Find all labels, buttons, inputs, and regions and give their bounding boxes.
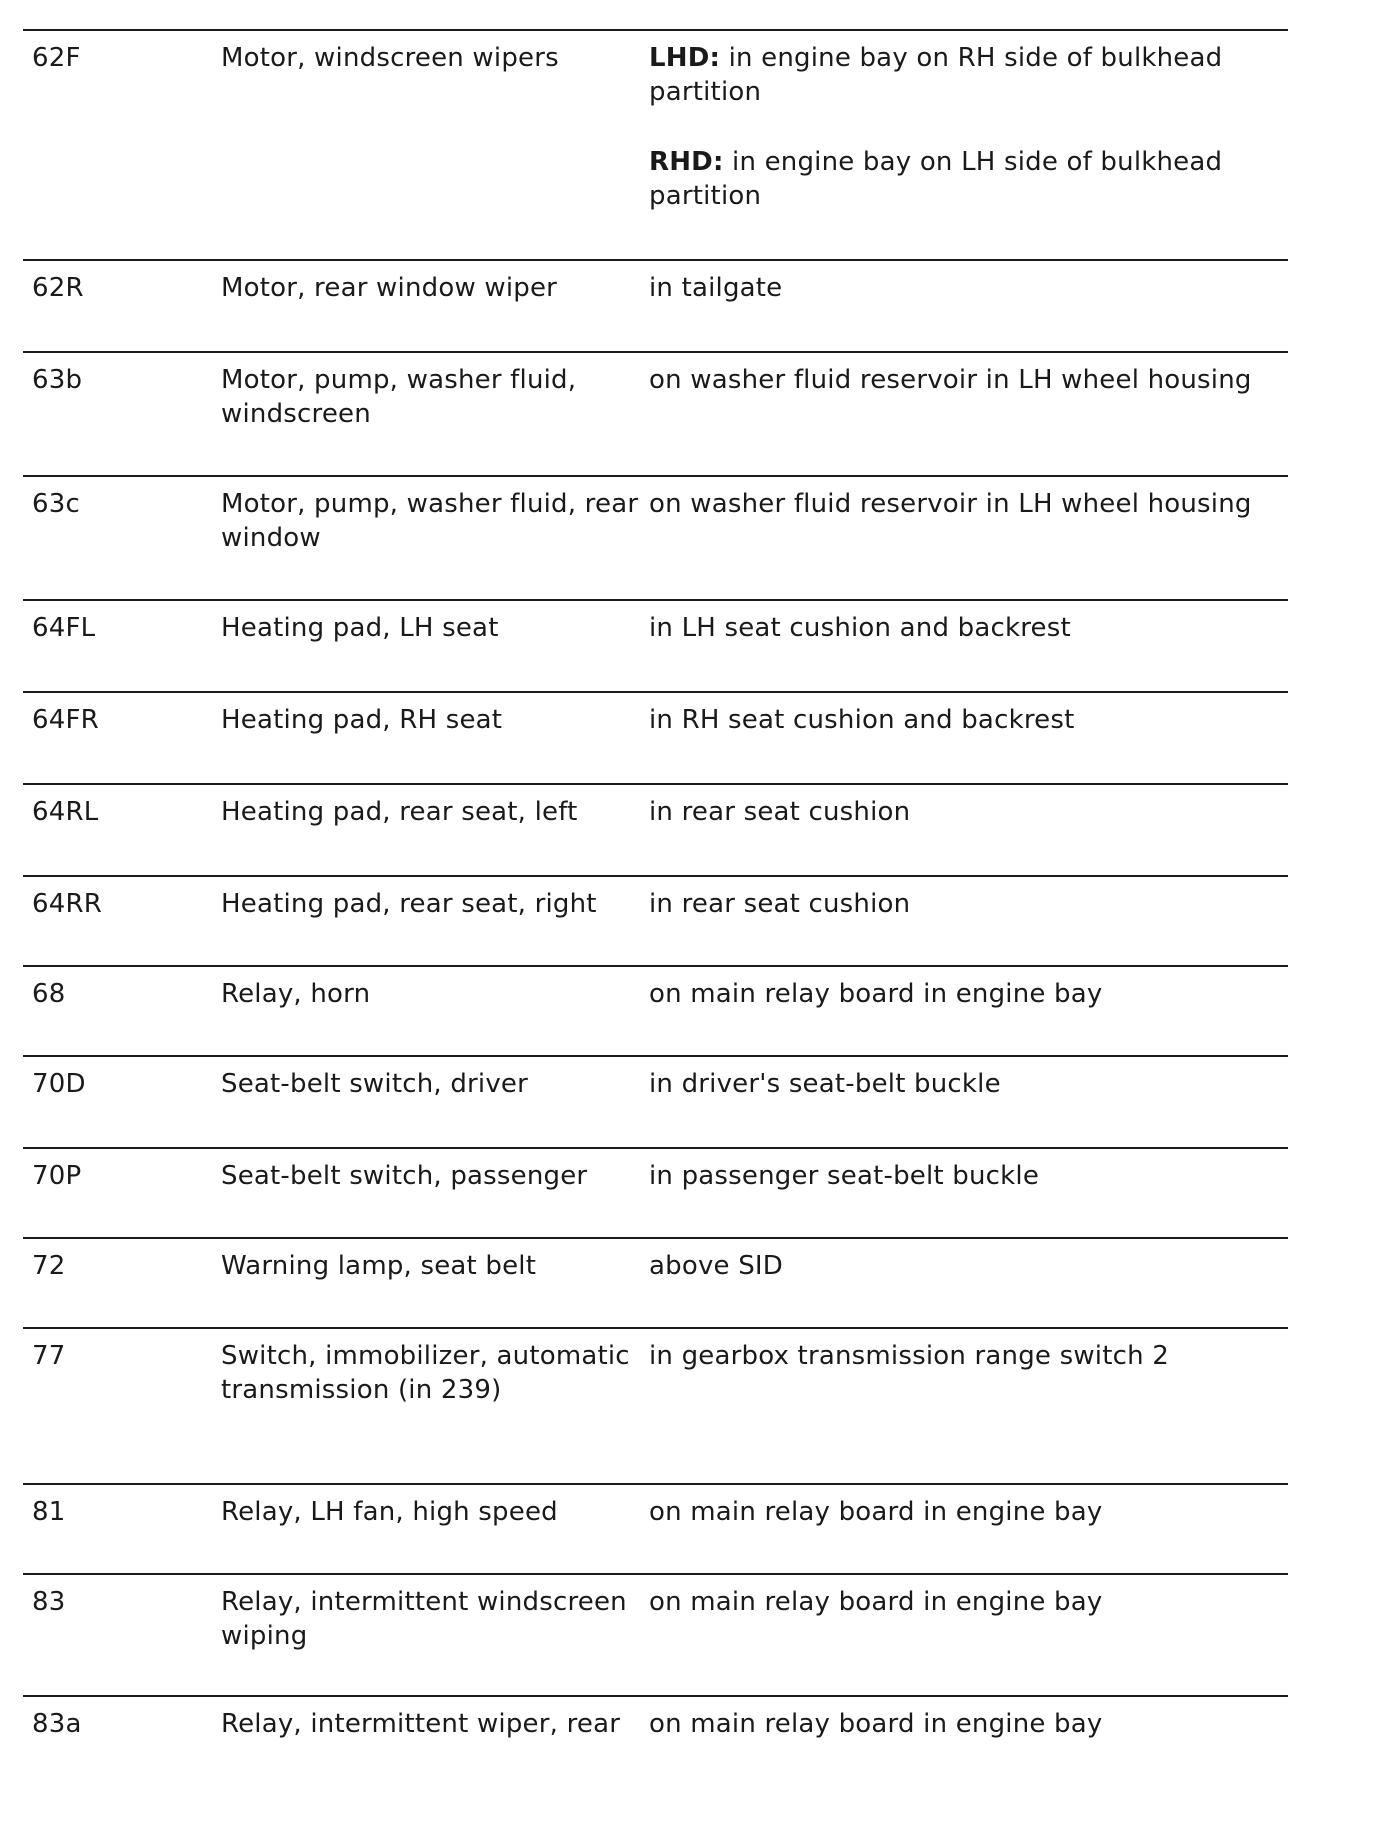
table-row bbox=[23, 351, 1288, 475]
component-description: Motor, pump, washer fluid, windscreen bbox=[221, 365, 577, 429]
component-location bbox=[649, 795, 1289, 829]
component-description: Seat-belt switch, passenger bbox=[221, 1161, 588, 1191]
component-code: 77 bbox=[32, 1341, 66, 1371]
component-location bbox=[649, 1495, 1289, 1529]
table-row bbox=[23, 1695, 1288, 1835]
location-text: in engine bay on RH side of bulkhead partition bbox=[649, 43, 1231, 107]
component-description: Warning lamp, seat belt bbox=[221, 1251, 537, 1281]
table-row bbox=[23, 1147, 1288, 1237]
location-line bbox=[649, 271, 1289, 305]
component-location bbox=[649, 1067, 1289, 1101]
component-description: Motor, rear window wiper bbox=[221, 273, 558, 303]
location-text: in driver's seat-belt buckle bbox=[649, 1069, 1001, 1099]
location-line bbox=[649, 795, 1289, 829]
component-code: 83 bbox=[32, 1587, 66, 1617]
component-description: Switch, immobilizer, automatic transmission (in 239) bbox=[221, 1341, 630, 1405]
location-text: in RH seat cushion and backrest bbox=[649, 705, 1075, 735]
component-code: 70D bbox=[32, 1069, 86, 1099]
location-line bbox=[649, 977, 1289, 1011]
component-location bbox=[649, 487, 1289, 521]
location-text: in gearbox transmission range switch 2 bbox=[649, 1341, 1169, 1371]
table-row bbox=[23, 1327, 1288, 1483]
location-line bbox=[649, 1249, 1289, 1283]
location-line bbox=[649, 145, 1289, 213]
component-code: 62R bbox=[32, 273, 84, 303]
component-description: Seat-belt switch, driver bbox=[221, 1069, 529, 1099]
location-text: in LH seat cushion and backrest bbox=[649, 613, 1071, 643]
location-text: in tailgate bbox=[649, 273, 783, 303]
table-row bbox=[23, 259, 1288, 351]
location-line bbox=[649, 1495, 1289, 1529]
location-line bbox=[649, 41, 1289, 109]
component-code: 70P bbox=[32, 1161, 82, 1191]
location-text: on washer fluid reservoir in LH wheel housing bbox=[649, 489, 1252, 519]
location-line bbox=[649, 1159, 1289, 1193]
table-row bbox=[23, 691, 1288, 783]
component-code: 64RL bbox=[32, 797, 99, 827]
component-description: Relay, intermittent windscreen wiping bbox=[221, 1587, 627, 1651]
component-code: 81 bbox=[32, 1497, 66, 1527]
table-row bbox=[23, 1483, 1288, 1573]
drive-side-label: LHD: bbox=[649, 43, 721, 73]
location-text: in engine bay on LH side of bulkhead partition bbox=[649, 147, 1231, 211]
location-text: in rear seat cushion bbox=[649, 797, 911, 827]
component-location bbox=[649, 41, 1289, 213]
table-row bbox=[23, 1055, 1288, 1147]
location-text: on main relay board in engine bay bbox=[649, 1709, 1103, 1739]
table-row bbox=[23, 1237, 1288, 1327]
component-code: 68 bbox=[32, 979, 66, 1009]
component-description: Motor, windscreen wipers bbox=[221, 43, 559, 73]
component-location bbox=[649, 703, 1289, 737]
component-code: 83a bbox=[32, 1709, 82, 1739]
table-row bbox=[23, 29, 1288, 259]
table-row bbox=[23, 783, 1288, 875]
component-code: 63b bbox=[32, 365, 83, 395]
location-text: on main relay board in engine bay bbox=[649, 1587, 1103, 1617]
location-text: above SID bbox=[649, 1251, 783, 1281]
table-row bbox=[23, 875, 1288, 965]
component-description: Relay, LH fan, high speed bbox=[221, 1497, 558, 1527]
component-code: 63c bbox=[32, 489, 80, 519]
component-description: Motor, pump, washer fluid, rear window bbox=[221, 489, 639, 553]
component-description: Heating pad, rear seat, left bbox=[221, 797, 578, 827]
table-row bbox=[23, 599, 1288, 691]
location-line bbox=[649, 1585, 1289, 1619]
component-location bbox=[649, 1249, 1289, 1283]
component-location bbox=[649, 363, 1289, 397]
table-row bbox=[23, 475, 1288, 599]
component-description: Relay, horn bbox=[221, 979, 371, 1009]
drive-side-label: RHD: bbox=[649, 147, 724, 177]
location-text: on main relay board in engine bay bbox=[649, 1497, 1103, 1527]
component-location bbox=[649, 1585, 1289, 1619]
location-text: in rear seat cushion bbox=[649, 889, 911, 919]
location-text: on main relay board in engine bay bbox=[649, 979, 1103, 1009]
component-location-table bbox=[23, 29, 1288, 1835]
location-line bbox=[649, 611, 1289, 645]
location-line bbox=[649, 1067, 1289, 1101]
component-location bbox=[649, 271, 1289, 305]
component-code: 62F bbox=[32, 43, 81, 73]
component-code: 72 bbox=[32, 1251, 66, 1281]
component-code: 64RR bbox=[32, 889, 103, 919]
component-description: Heating pad, rear seat, right bbox=[221, 889, 597, 919]
component-code: 64FL bbox=[32, 613, 96, 643]
location-line bbox=[649, 363, 1289, 397]
component-location bbox=[649, 1707, 1289, 1741]
component-description: Heating pad, RH seat bbox=[221, 705, 503, 735]
table-row bbox=[23, 1573, 1288, 1695]
location-line bbox=[649, 1707, 1289, 1741]
component-description: Heating pad, LH seat bbox=[221, 613, 499, 643]
component-location bbox=[649, 1159, 1289, 1193]
component-code: 64FR bbox=[32, 705, 99, 735]
location-line bbox=[649, 487, 1289, 521]
component-location bbox=[649, 977, 1289, 1011]
component-description: Relay, intermittent wiper, rear bbox=[221, 1709, 621, 1739]
component-location bbox=[649, 887, 1289, 921]
location-text: on washer fluid reservoir in LH wheel housing bbox=[649, 365, 1252, 395]
location-text: in passenger seat-belt buckle bbox=[649, 1161, 1040, 1191]
component-location bbox=[649, 1339, 1289, 1373]
location-line bbox=[649, 887, 1289, 921]
location-line bbox=[649, 1339, 1289, 1373]
component-location bbox=[649, 611, 1289, 645]
location-line bbox=[649, 703, 1289, 737]
table-row bbox=[23, 965, 1288, 1055]
